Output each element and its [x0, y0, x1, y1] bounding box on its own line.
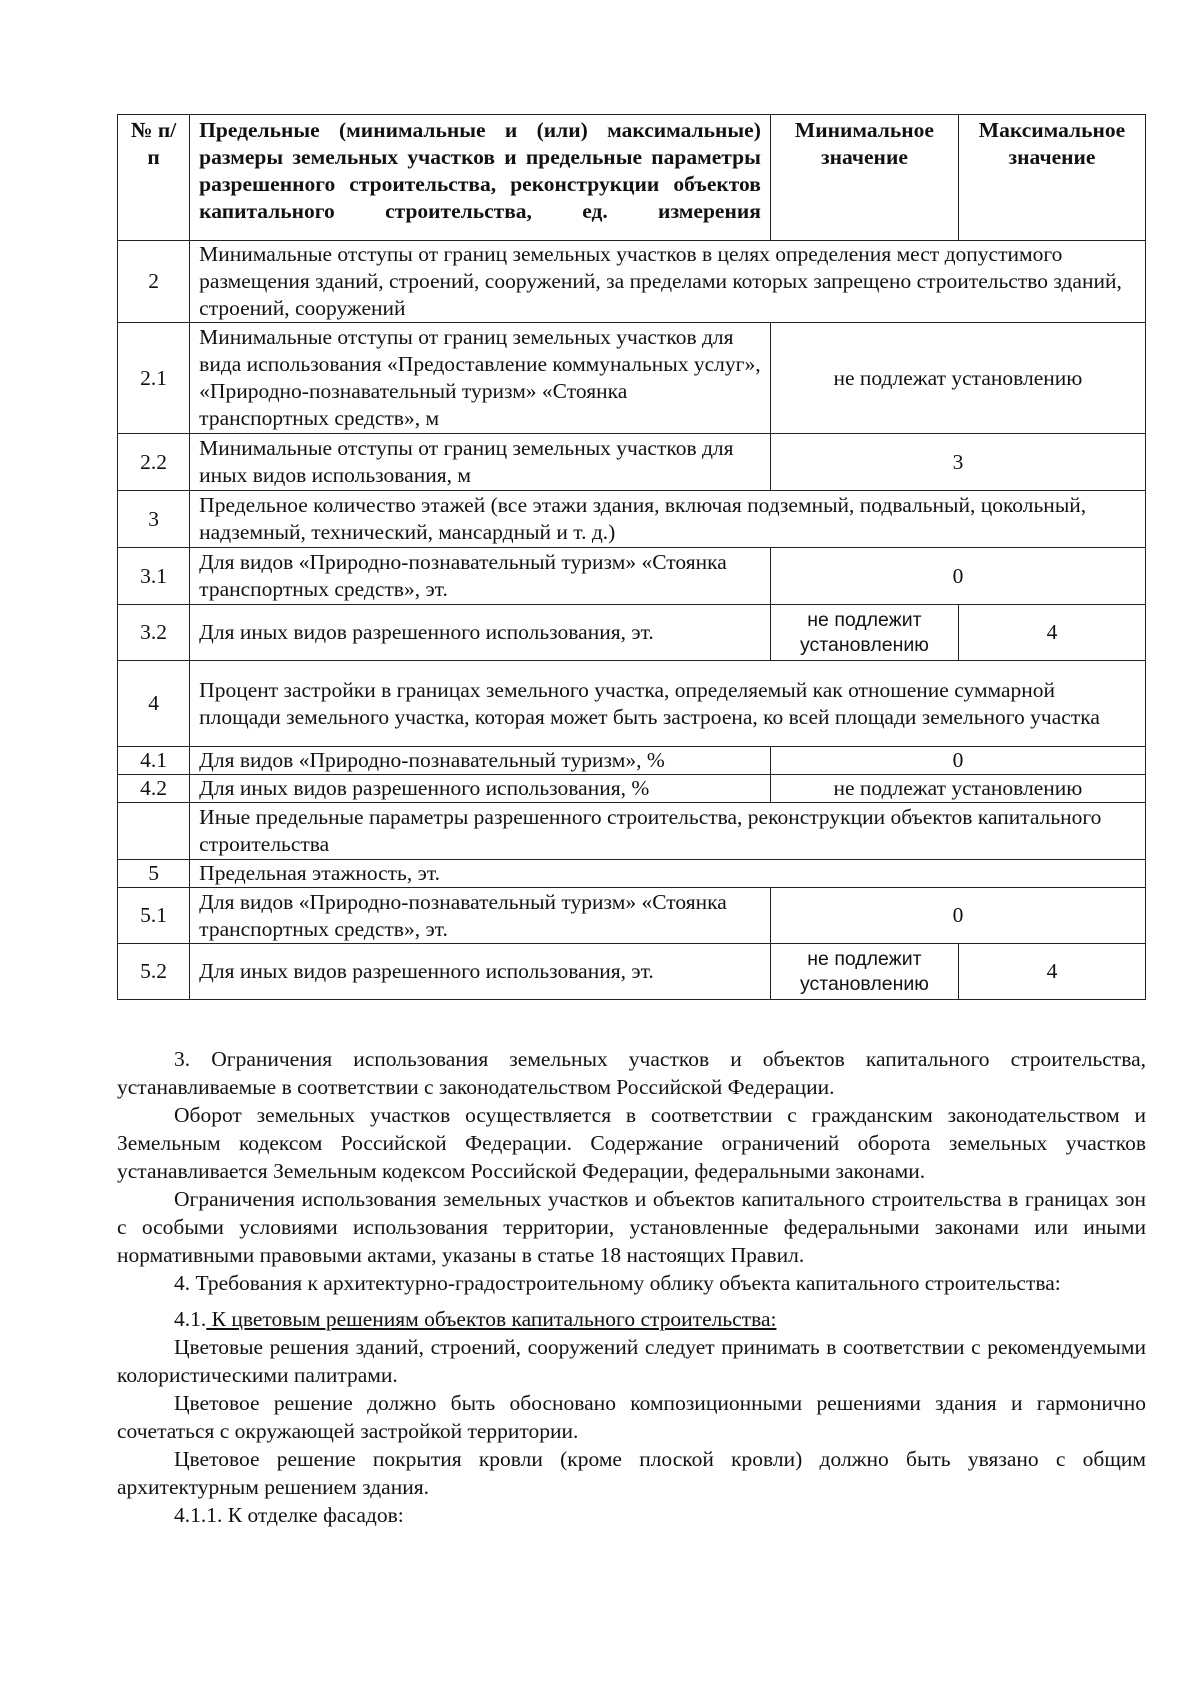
paragraph-roof-color: Цветовое решение покрытия кровли (кроме плоской кровли) должно быть увязано с общим архитектурным решением здания. — [117, 1447, 1146, 1499]
header-number: № п/п — [118, 115, 190, 241]
paragraph-restrictions-heading: 3. Ограничения использования земельных участков и объектов капитального строительства, устанавливаемые в соответствии с законодательством Российской Федерации. — [117, 1047, 1146, 1099]
paragraph-land-turnover: Оборот земельных участков осуществляется в соответствии с гражданским законодательством и Земельным кодексом Российской Федерации. Содержание ограничений оборота земельных участков устанавливается Земельным кодексом Российской Федерации, федеральными законами. — [117, 1103, 1146, 1183]
row-value: 0 — [770, 747, 1145, 775]
row-max-value: 4 — [958, 944, 1145, 1000]
row-number: 3 — [118, 491, 190, 548]
row-description: Для иных видов разрешенного использования, эт. — [190, 944, 771, 1000]
table-row — [118, 860, 1146, 888]
row-description: Минимальные отступы от границ земельных участков в целях определения мест допустимого размещения зданий, строений, сооружений, за пределами которых запрещено строительство зданий, строений, сооружений — [190, 241, 1146, 323]
row-number: 5.2 — [118, 944, 190, 1000]
row-number: 3.1 — [118, 548, 190, 605]
table-row — [118, 747, 1146, 775]
table-header-row — [118, 115, 1146, 241]
row-description: Для видов «Природно-познавательный туризм» «Стоянка транспортных средств», эт. — [190, 888, 771, 944]
row-number: 5 — [118, 860, 190, 888]
row-description: Для видов «Природно-познавательный туризм» «Стоянка транспортных средств», эт. — [190, 548, 771, 605]
row-number: 4 — [118, 661, 190, 747]
row-number: 2.1 — [118, 323, 190, 434]
row-description: Для иных видов разрешенного использования, эт. — [190, 605, 771, 661]
paragraph-architecture-requirements: 4. Требования к архитектурно-градостроительному облику объекта капитального строительства: — [174, 1271, 1061, 1295]
row-number: 4.2 — [118, 775, 190, 803]
table-row — [118, 944, 1146, 1000]
section-number: 4.1. — [174, 1307, 207, 1331]
table-row — [118, 323, 1146, 434]
paragraph-special-zones: Ограничения использования земельных участков и объектов капитального строительства в границах зон с особыми условиями использования территории, установленные федеральными законами или иными нормативными правовыми актами, указаны в статье 18 настоящих Правил. — [117, 1187, 1146, 1267]
paragraph-color-palettes: Цветовые решения зданий, строений, сооружений следует принимать в соответствии с рекомендуемыми колористическими палитрами. — [117, 1335, 1146, 1387]
table-row — [118, 661, 1146, 747]
table-row — [118, 548, 1146, 605]
section-title-underlined: К цветовым решениям объектов капитального строительства: — [206, 1307, 777, 1331]
paragraph-color-solutions-heading — [117, 1305, 1146, 1333]
paragraph-facade-finishing: 4.1.1. К отделке фасадов: — [174, 1503, 404, 1527]
row-min-value: не подлежит установлению — [770, 944, 958, 1000]
row-value: не подлежат установлению — [770, 323, 1145, 434]
table-row — [118, 605, 1146, 661]
row-number: 5.1 — [118, 888, 190, 944]
row-description: Минимальные отступы от границ земельных участков для вида использования «Предоставление коммунальных услуг», «Природно-познавательный туризм» «Стоянка транспортных средств», м — [190, 323, 771, 434]
parameters-table — [117, 114, 1146, 1000]
header-max-value: Максимальное значение — [958, 115, 1145, 241]
row-description: Предельное количество этажей (все этажи здания, включая подземный, подвальный, цокольный, надземный, технический, мансардный и т. д.) — [190, 491, 1146, 548]
table-row — [118, 241, 1146, 323]
row-value: 3 — [770, 434, 1145, 491]
row-description: Процент застройки в границах земельного участка, определяемый как отношение суммарной площади земельного участка, которая может быть застроена, ко всей площади земельного участка — [190, 661, 1146, 747]
row-number: 2 — [118, 241, 190, 323]
row-value: 0 — [770, 548, 1145, 605]
row-value: не подлежат установлению — [770, 775, 1145, 803]
row-min-value: не подлежит установлению — [770, 605, 958, 661]
table-row — [118, 888, 1146, 944]
row-number — [118, 803, 190, 860]
paragraph-color-composition: Цветовое решение должно быть обосновано композиционными решениями здания и гармонично сочетаться с окружающей застройкой территории. — [117, 1391, 1146, 1443]
row-number: 3.2 — [118, 605, 190, 661]
row-description: Для видов «Природно-познавательный туризм», % — [190, 747, 771, 775]
row-number: 4.1 — [118, 747, 190, 775]
table-row — [118, 803, 1146, 860]
row-max-value: 4 — [958, 605, 1145, 661]
table-row — [118, 775, 1146, 803]
row-description: Минимальные отступы от границ земельных участков для иных видов использования, м — [190, 434, 771, 491]
body-text — [117, 1045, 1146, 1529]
header-parameter: Предельные (минимальные и (или) максимальные) размеры земельных участков и предельные параметры разрешенного строительства, реконструкции объектов капитального строительства, ед. измерения — [190, 115, 771, 241]
table-row — [118, 434, 1146, 491]
row-description: Для иных видов разрешенного использования, % — [190, 775, 771, 803]
header-min-value: Минимальное значение — [770, 115, 958, 241]
row-value: 0 — [770, 888, 1145, 944]
row-description: Иные предельные параметры разрешенного строительства, реконструкции объектов капитального строительства — [190, 803, 1146, 860]
table-row — [118, 491, 1146, 548]
row-number: 2.2 — [118, 434, 190, 491]
row-description: Предельная этажность, эт. — [190, 860, 1146, 888]
